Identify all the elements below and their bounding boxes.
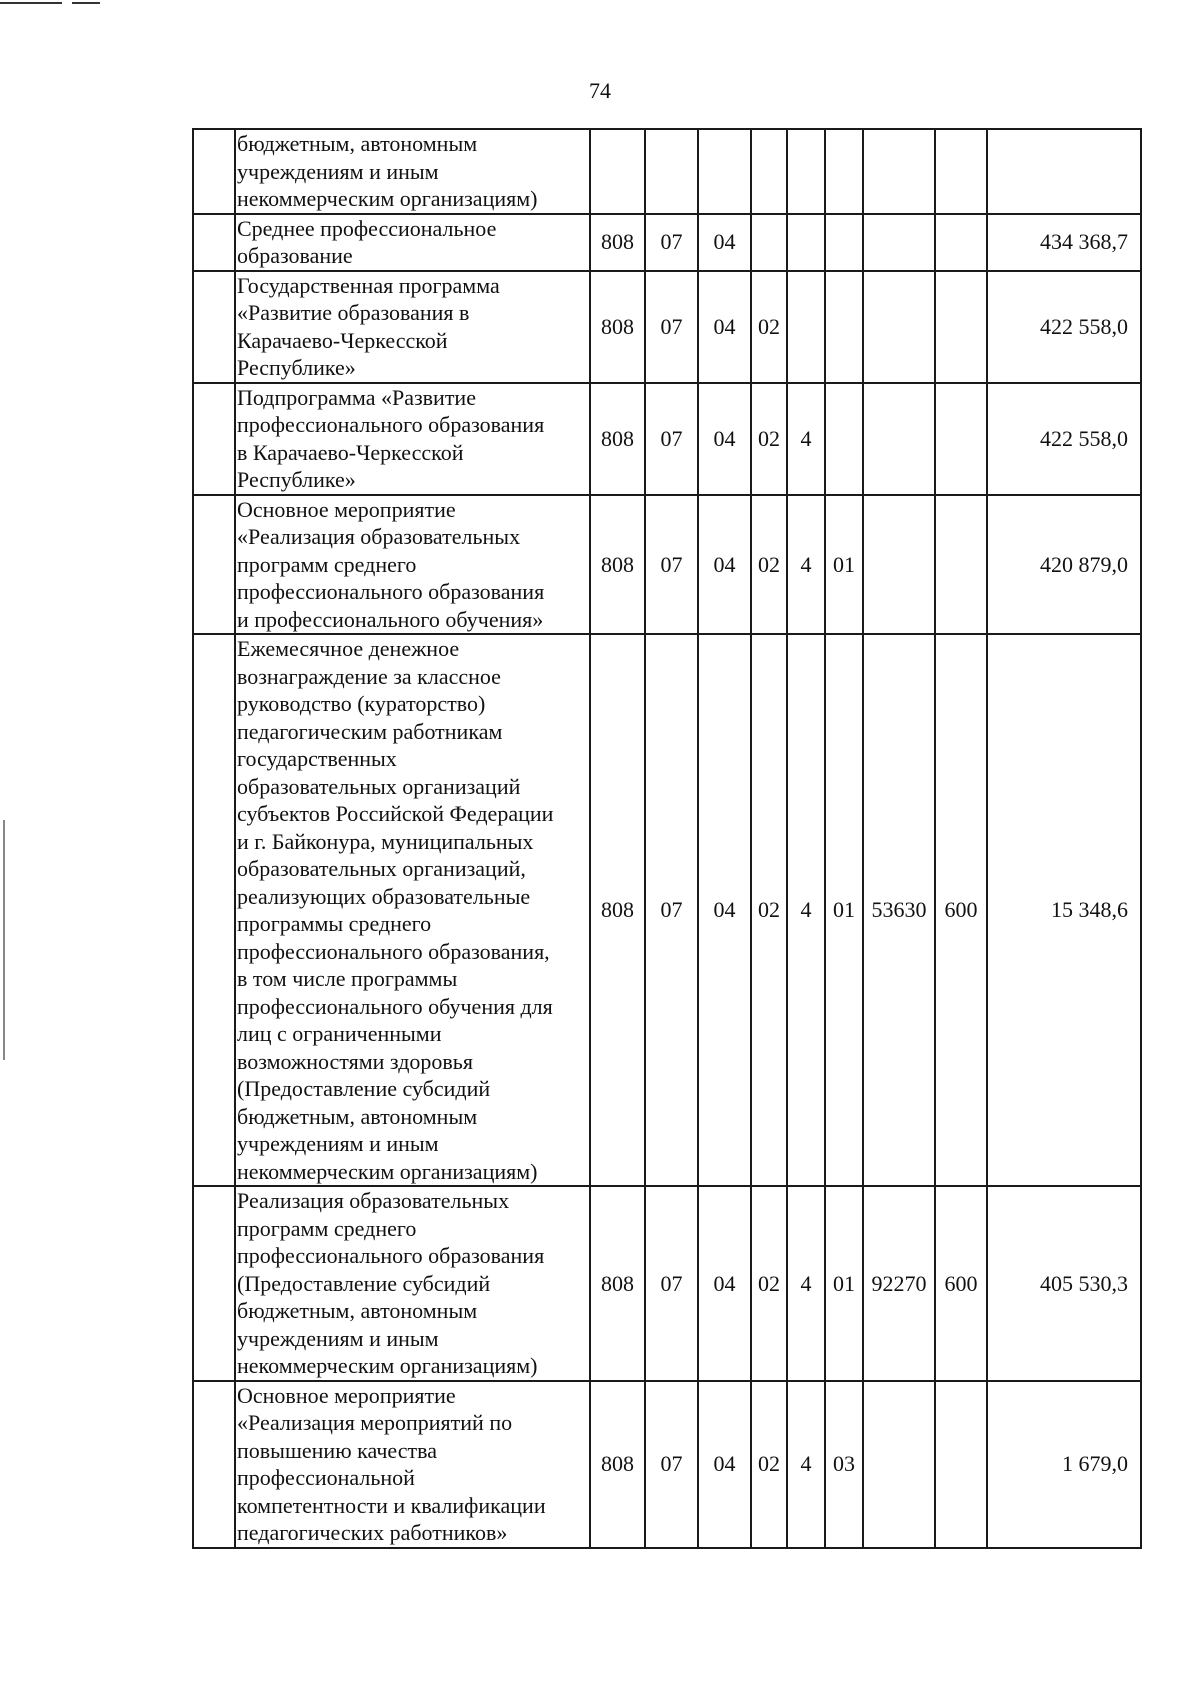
table-row (193, 495, 1141, 635)
name-line: вознаграждение за классное (237, 663, 501, 689)
cell-subprogram: 4 (787, 1381, 825, 1548)
cell-section: 07 (645, 495, 698, 635)
cell-name (235, 271, 590, 383)
cell-ministry-code (590, 129, 645, 214)
page-number: 74 (589, 78, 611, 103)
cell-name (235, 495, 590, 635)
name-line: образовательных организаций, (237, 856, 526, 881)
cell-subsection (698, 129, 751, 214)
cell-section: 07 (645, 1381, 698, 1548)
cell-amount (987, 129, 1141, 214)
cell-subsection: 04 (698, 1381, 751, 1548)
cell-program: 02 (751, 495, 787, 635)
name-line: «Реализация образовательных (237, 524, 521, 549)
cell-blank (193, 129, 235, 214)
cell-direction (863, 271, 935, 383)
name-line: Среднее профессиональное (237, 215, 497, 241)
cell-direction (863, 129, 935, 214)
cell-expense-type (935, 383, 987, 495)
cell-blank (193, 271, 235, 383)
name-line: педагогическим работникам (237, 718, 503, 744)
cell-subprogram: 4 (787, 383, 825, 495)
name-line: программ среднего (237, 551, 417, 577)
name-line: Реализация образовательных (237, 1188, 510, 1213)
cell-ministry-code: 808 (590, 383, 645, 495)
cell-name (235, 129, 590, 214)
cell-program (751, 214, 787, 271)
cell-amount: 420 879,0 (987, 495, 1141, 635)
cell-direction (863, 495, 935, 635)
name-line: некоммерческим организациям) (237, 186, 538, 211)
table-row (193, 1381, 1141, 1548)
budget-table (192, 128, 1142, 1549)
name-line: государственных (237, 746, 397, 771)
cell-direction (863, 383, 935, 495)
scan-mark-top (0, 2, 62, 4)
table-row (193, 214, 1141, 271)
table-row (193, 383, 1141, 495)
table-row (193, 129, 1141, 214)
cell-program: 02 (751, 383, 787, 495)
cell-subprogram (787, 271, 825, 383)
name-line: профессионального образования (237, 412, 545, 437)
cell-subprogram: 4 (787, 495, 825, 635)
cell-subsection: 04 (698, 271, 751, 383)
cell-main-activity (825, 383, 863, 495)
name-line: учреждениям и иным (237, 158, 439, 184)
name-line: бюджетным, автономным (237, 1298, 478, 1323)
cell-ministry-code: 808 (590, 271, 645, 383)
name-line: Карачаево-Черкесской (237, 327, 448, 353)
cell-subprogram (787, 129, 825, 214)
cell-amount: 422 558,0 (987, 383, 1141, 495)
cell-program: 02 (751, 1381, 787, 1548)
name-line: (Предоставление субсидий (237, 1076, 491, 1101)
name-line: Республике» (237, 355, 356, 380)
cell-amount: 422 558,0 (987, 271, 1141, 383)
name-line: профессиональной (237, 1465, 415, 1490)
cell-blank (193, 495, 235, 635)
cell-subprogram (787, 214, 825, 271)
name-line: Ежемесячное денежное (237, 636, 460, 661)
name-line: реализующих образовательные (237, 883, 531, 909)
cell-subsection: 04 (698, 383, 751, 495)
name-line: (Предоставление субсидий (237, 1270, 491, 1296)
name-line: бюджетным, автономным (237, 1103, 478, 1129)
cell-program: 02 (751, 271, 787, 383)
name-line: образование (237, 243, 353, 268)
cell-expense-type (935, 214, 987, 271)
name-line: в Карачаево-Черкесской (237, 439, 464, 465)
cell-section (645, 129, 698, 214)
cell-program (751, 129, 787, 214)
name-line: Основное мероприятие (237, 496, 456, 522)
name-line: Государственная программа (237, 272, 500, 298)
cell-blank (193, 383, 235, 495)
cell-name (235, 383, 590, 495)
name-line: некоммерческим организациям) (237, 1158, 538, 1184)
cell-section: 07 (645, 214, 698, 271)
cell-name (235, 1186, 590, 1381)
cell-main-activity (825, 271, 863, 383)
cell-main-activity (825, 214, 863, 271)
cell-expense-type (935, 271, 987, 383)
name-line: Республике» (237, 467, 356, 492)
name-line: «Развитие образования в (237, 300, 470, 325)
name-line: повышению качества (237, 1437, 437, 1463)
name-line: профессионального образования (237, 579, 545, 604)
cell-subprogram: 4 (787, 1186, 825, 1381)
name-line: бюджетным, автономным (237, 131, 478, 156)
cell-expense-type (935, 495, 987, 635)
cell-blank (193, 214, 235, 271)
cell-program: 02 (751, 634, 787, 1186)
cell-blank (193, 634, 235, 1186)
cell-name (235, 1381, 590, 1548)
cell-expense-type (935, 129, 987, 214)
cell-section: 07 (645, 1186, 698, 1381)
cell-ministry-code: 808 (590, 214, 645, 271)
name-line: Подпрограмма «Развитие (237, 384, 476, 410)
name-line: компетентности и квалификации (237, 1492, 546, 1518)
table-row (193, 271, 1141, 383)
cell-ministry-code: 808 (590, 495, 645, 635)
cell-main-activity: 01 (825, 634, 863, 1186)
cell-direction: 53630 (863, 634, 935, 1186)
cell-main-activity: 01 (825, 495, 863, 635)
cell-direction (863, 214, 935, 271)
cell-amount: 434 368,7 (987, 214, 1141, 271)
cell-expense-type: 600 (935, 1186, 987, 1381)
name-line: учреждениям и иным (237, 1131, 439, 1156)
cell-main-activity: 03 (825, 1381, 863, 1548)
cell-direction: 92270 (863, 1186, 935, 1381)
name-line: «Реализация мероприятий по (237, 1410, 513, 1435)
cell-subsection: 04 (698, 214, 751, 271)
cell-subprogram: 4 (787, 634, 825, 1186)
name-line: руководство (кураторство) (237, 691, 486, 716)
cell-name (235, 214, 590, 271)
cell-ministry-code: 808 (590, 1381, 645, 1548)
cell-program: 02 (751, 1186, 787, 1381)
name-line: лиц с ограниченными (237, 1021, 442, 1046)
cell-expense-type: 600 (935, 634, 987, 1186)
name-line: программы среднего (237, 911, 432, 936)
name-line: учреждениям и иным (237, 1325, 439, 1351)
name-line: и г. Байконура, муниципальных (237, 828, 534, 854)
cell-subsection: 04 (698, 495, 751, 635)
name-line: субъектов Российской Федерации (237, 801, 554, 826)
cell-ministry-code: 808 (590, 1186, 645, 1381)
cell-amount: 15 348,6 (987, 634, 1141, 1186)
cell-direction (863, 1381, 935, 1548)
cell-section: 07 (645, 634, 698, 1186)
cell-amount: 1 679,0 (987, 1381, 1141, 1548)
name-line: профессионального образования (237, 1243, 545, 1268)
cell-section: 07 (645, 271, 698, 383)
scan-mark-left (3, 820, 5, 1060)
cell-expense-type (935, 1381, 987, 1548)
name-line: профессионального обучения для (237, 993, 553, 1019)
table-row (193, 634, 1141, 1186)
cell-blank (193, 1381, 235, 1548)
name-line: программ среднего (237, 1215, 417, 1241)
cell-subsection: 04 (698, 634, 751, 1186)
cell-blank (193, 1186, 235, 1381)
cell-main-activity (825, 129, 863, 214)
cell-subsection: 04 (698, 1186, 751, 1381)
name-line: в том числе программы (237, 966, 458, 991)
cell-section: 07 (645, 383, 698, 495)
cell-name (235, 634, 590, 1186)
table-row (193, 1186, 1141, 1381)
name-line: профессионального образования, (237, 938, 550, 964)
name-line: педагогических работников» (237, 1520, 508, 1545)
name-line: и профессионального обучения» (237, 606, 544, 632)
name-line: Основное мероприятие (237, 1382, 456, 1408)
table-body (193, 129, 1141, 1548)
name-line: некоммерческим организациям) (237, 1353, 538, 1378)
name-line: образовательных организаций (237, 773, 521, 799)
cell-ministry-code: 808 (590, 634, 645, 1186)
name-line: возможностями здоровья (237, 1048, 473, 1074)
cell-amount: 405 530,3 (987, 1186, 1141, 1381)
cell-main-activity: 01 (825, 1186, 863, 1381)
scan-mark-top-2 (72, 2, 100, 4)
